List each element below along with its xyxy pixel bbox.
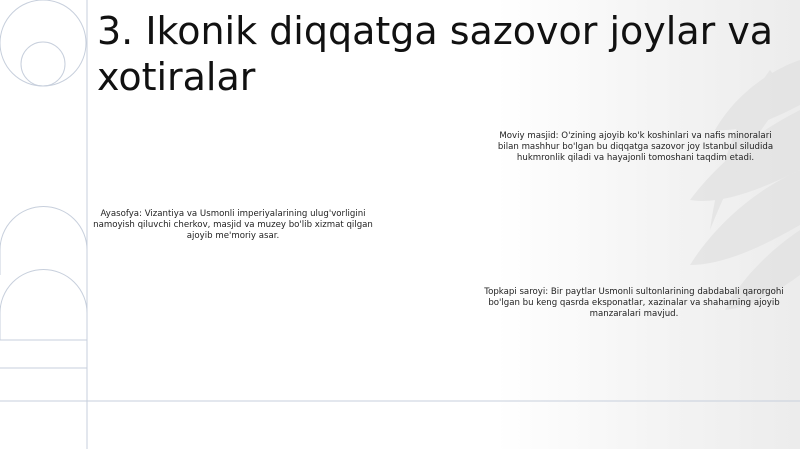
- caption-moviy-masjid: Moviy masjid: O'zining ajoyib ko'k koshinlari va nafis minoralari bilan mashhur bo'lgan bu diqqatga sazovor joy Istanbul siludida hukmronlik qiladi va hayajonli tomoshani taqdim etadi.: [497, 131, 774, 163]
- slide-title: 3. Ikonik diqqatga sazovor joylar va xotiralar: [97, 9, 774, 99]
- caption-topkapi-saroyi: Topkapi saroyi: Bir paytlar Usmonli sultonlarining dabdabali qarorgohi bo'lgan bu keng qasrda eksponatlar, xazinalar va shaharning ajoyib manzaralari mavjud.: [484, 287, 784, 319]
- caption-ayasofya: Ayasofya: Vizantiya va Usmonli imperiyalarining ulug'vorligini namoyish qiluvchi cherkov, masjid va muzey bo'lib xizmat qilgan ajoyib me'moriy asar.: [93, 209, 373, 241]
